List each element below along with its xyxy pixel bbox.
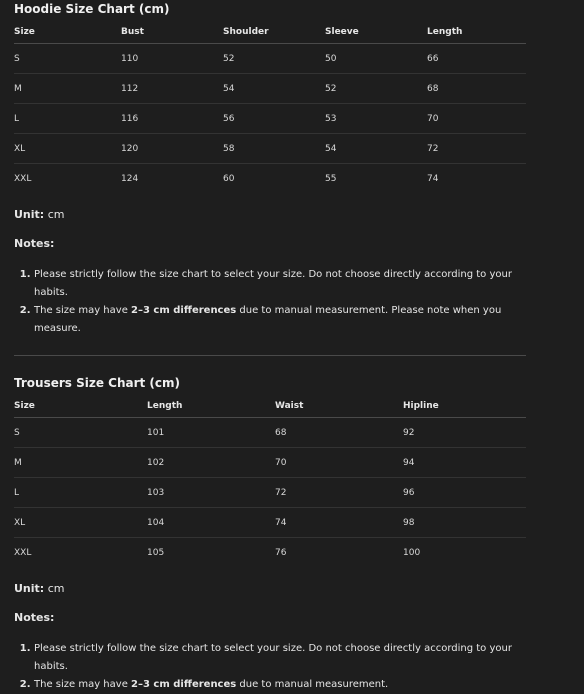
table-cell: 105 <box>147 547 165 558</box>
trousers-unit-label: Unit: <box>14 582 45 595</box>
table-cell: 100 <box>403 547 421 558</box>
table-row <box>14 134 526 164</box>
trousers-note-1: Please strictly follow the size chart to select your size. Do not choose directly according to your habits. <box>34 643 512 672</box>
table-cell: 66 <box>427 44 526 74</box>
table-cell: XXL <box>14 173 32 184</box>
hoodie-unit-label: Unit: <box>14 208 45 221</box>
table-cell: 60 <box>223 173 235 184</box>
table-cell: 94 <box>403 448 526 478</box>
table-cell: XXL <box>14 547 32 558</box>
hoodie-note-2-post: due to manual measurement. Please note when you measure. <box>34 305 502 334</box>
table-cell: M <box>14 74 121 104</box>
hoodie-header-bust: Bust <box>121 21 223 44</box>
hoodie-header-sleeve: Sleeve <box>325 21 427 44</box>
hoodie-note-2-pre: The size may have <box>34 305 132 316</box>
table-row <box>14 74 526 104</box>
table-cell: 110 <box>121 44 223 74</box>
trousers-header-length: Length <box>147 395 275 418</box>
table-cell: 116 <box>121 104 223 134</box>
table-cell: 112 <box>121 74 223 104</box>
table-cell: 74 <box>427 173 439 184</box>
trousers-title: Trousers Size Chart (cm) <box>14 376 181 390</box>
hoodie-note-1: Please strictly follow the size chart to select your size. Do not choose directly according to your habits. <box>34 269 512 298</box>
table-row <box>14 418 526 448</box>
table-cell: 58 <box>223 134 325 164</box>
hoodie-notes-list <box>14 266 526 338</box>
table-cell: 70 <box>427 104 526 134</box>
hoodie-unit <box>14 207 526 223</box>
hoodie-note-2-bold: 2–3 cm differences <box>131 305 237 316</box>
size-chart-document <box>14 0 526 694</box>
trousers-table <box>14 395 526 567</box>
table-cell: 103 <box>147 478 275 508</box>
table-row <box>14 538 526 568</box>
list-item <box>34 676 526 694</box>
list-item <box>34 302 526 338</box>
table-cell: 54 <box>223 74 325 104</box>
trousers-notes-list <box>14 640 526 694</box>
table-row <box>14 508 526 538</box>
table-cell: 120 <box>121 134 223 164</box>
list-item <box>34 640 526 676</box>
table-cell: 96 <box>403 478 526 508</box>
table-cell: M <box>14 448 147 478</box>
trousers-header-waist: Waist <box>275 395 403 418</box>
table-cell: 52 <box>223 44 325 74</box>
trousers-header-size: Size <box>14 395 147 418</box>
trousers-note-2-post: due to manual measurement. <box>236 679 389 690</box>
hoodie-header-shoulder: Shoulder <box>223 21 325 44</box>
table-cell: L <box>14 478 147 508</box>
list-item <box>34 266 526 302</box>
hoodie-header-length: Length <box>427 21 526 44</box>
trousers-note-2-pre: The size may have <box>34 679 132 690</box>
table-cell: 52 <box>325 74 427 104</box>
table-cell: 104 <box>147 508 275 538</box>
table-cell: XL <box>14 134 121 164</box>
table-cell: 54 <box>325 134 427 164</box>
trousers-notes-label: Notes: <box>14 611 55 624</box>
table-cell: 98 <box>403 508 526 538</box>
table-cell: 56 <box>223 104 325 134</box>
trousers-unit-value: cm <box>44 582 65 595</box>
hoodie-header-size: Size <box>14 21 121 44</box>
trousers-header-hipline: Hipline <box>403 395 526 418</box>
table-cell: XL <box>14 508 147 538</box>
table-cell: 101 <box>147 418 275 448</box>
table-cell: 102 <box>147 448 275 478</box>
table-row <box>14 448 526 478</box>
table-cell: S <box>14 418 147 448</box>
hoodie-table <box>14 21 526 193</box>
hoodie-unit-value: cm <box>44 208 65 221</box>
table-cell: 74 <box>275 508 403 538</box>
trousers-note-2-bold: 2–3 cm differences <box>131 679 237 690</box>
table-row <box>14 104 526 134</box>
table-row <box>14 478 526 508</box>
hoodie-header-row <box>14 21 526 44</box>
table-cell: 50 <box>325 44 427 74</box>
table-cell: 72 <box>427 134 526 164</box>
table-cell: 70 <box>275 448 403 478</box>
section-divider <box>14 355 526 356</box>
table-cell: 76 <box>275 547 287 558</box>
table-cell: 72 <box>275 478 403 508</box>
table-row <box>14 164 526 194</box>
table-cell: 92 <box>403 418 526 448</box>
table-cell: 53 <box>325 104 427 134</box>
table-cell: 68 <box>427 74 526 104</box>
table-cell: 68 <box>275 418 403 448</box>
hoodie-title: Hoodie Size Chart (cm) <box>14 2 170 16</box>
table-cell: L <box>14 104 121 134</box>
hoodie-notes-label: Notes: <box>14 237 55 250</box>
table-cell: S <box>14 44 121 74</box>
table-cell: 55 <box>325 173 337 184</box>
trousers-header-row <box>14 395 526 418</box>
table-cell: 124 <box>121 173 139 184</box>
table-row <box>14 44 526 74</box>
trousers-unit <box>14 581 526 597</box>
